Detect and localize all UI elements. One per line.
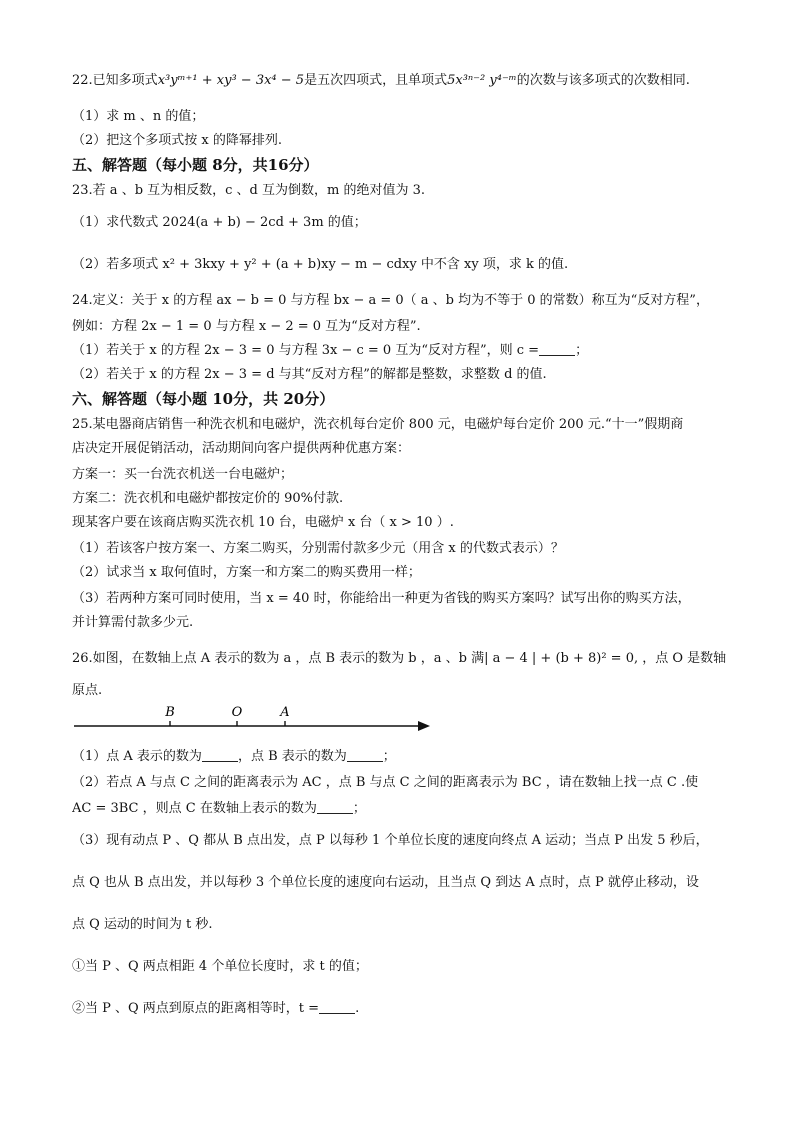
q26-sub3-cont1: 点 Q 也从 B 点出发，并以每秒 3 个单位长度的速度向右运动，且当点 Q 到达 A 点时，点 P 就停止移动，设 bbox=[72, 875, 699, 890]
q26-sub2: （2）若点 A 与点 C 之间的距离表示为 AC ，点 B 与点 C 之间的距离表示为 BC ，请在数轴上找一点 C .使 bbox=[72, 775, 699, 790]
q26-stem-cont: 原点. bbox=[72, 683, 103, 698]
q22-sub1: （1）求 m 、n 的值； bbox=[72, 109, 205, 124]
q22-post: 的次数与该多项式的次数相同. bbox=[516, 73, 690, 88]
q25-plan1: 方案一：买一台洗衣机送一台电磁炉； bbox=[72, 467, 294, 482]
label-b: B bbox=[165, 705, 175, 720]
answer-blank bbox=[319, 1001, 355, 1014]
q25-sub3-cont: 并计算需付款多少元. bbox=[72, 615, 194, 630]
q24-sub1 bbox=[72, 342, 732, 360]
q26-sub3-part2 bbox=[72, 1000, 732, 1018]
q24-sub1-text: （1）若关于 x 的方程 2x − 3 = 0 与方程 3x − c = 0 互为“反对方程”，则 c = bbox=[72, 343, 540, 358]
q26-sub3-part1: ①当 P 、Q 两点相距 4 个单位长度时，求 t 的值； bbox=[72, 959, 368, 974]
label-o: O bbox=[231, 705, 243, 720]
q26-sub3-part2-text: ②当 P 、Q 两点到原点的距离相等时，t = bbox=[72, 1001, 320, 1016]
answer-blank bbox=[317, 801, 353, 814]
q25-sub3: （3）若两种方案可同时使用，当 x = 40 时，你能给出一种更为省钱的购买方案吗？试写出你的购买方法， bbox=[72, 591, 691, 606]
section-6-heading: 六、解答题（每小题 10分，共 20分） bbox=[72, 390, 335, 408]
q22-monomial: 5x³ⁿ⁻² y⁴⁻ᵐ bbox=[447, 73, 517, 88]
arrow-right-icon bbox=[418, 721, 430, 731]
q24-definition: 24.定义：关于 x 的方程 ax − b = 0 与方程 bx − a = 0（ a 、b 均为不等于 0 的常数）称互为“反对方程”， bbox=[72, 293, 709, 308]
q23-sub1: （1）求代数式 2024(a + b) − 2cd + 3m 的值； bbox=[72, 215, 367, 230]
q24-sub2: （2）若关于 x 的方程 2x − 3 = d 与其“反对方程”的解都是整数，求整数 d 的值. bbox=[72, 367, 547, 382]
q23-sub2: （2）若多项式 x² + 3kxy + y² + (a + b)xy − m − cdxy 中不含 xy 项，求 k 的值. bbox=[72, 257, 569, 272]
label-a: A bbox=[280, 705, 290, 720]
q26-sub3: （3）现有动点 P 、Q 都从 B 点出发，点 P 以每秒 1 个单位长度的速度向终点 A 运动；当点 P 出发 5 秒后， bbox=[72, 833, 709, 848]
q22-sub2: （2）把这个多项式按 x 的降幂排列. bbox=[72, 133, 282, 148]
q26-sub1-a: （1）点 A 表示的数为 bbox=[72, 749, 202, 764]
q26-sub2-cont bbox=[72, 800, 732, 818]
answer-blank bbox=[539, 343, 575, 356]
q26-stem: 26.如图，在数轴上点 A 表示的数为 a ，点 B 表示的数为 b ，a 、b 满| a − 4 | + (b + 8)² = 0, ，点 O 是数轴 bbox=[72, 651, 727, 666]
q25-sub1: （1）若该客户按方案一、方案二购买，分别需付款多少元（用含 x 的代数式表示）？ bbox=[72, 541, 564, 556]
q22-pre: 22.已知多项式 bbox=[72, 73, 158, 88]
q26-sub1 bbox=[72, 748, 732, 766]
q23-stem: 23.若 a 、b 互为相反数，c 、d 互为倒数，m 的绝对值为 3. bbox=[72, 183, 426, 198]
q25-line1: 25.某电器商店销售一种洗衣机和电磁炉，洗衣机每台定价 800 元，电磁炉每台定价 200 元.“十一”假期商 bbox=[72, 417, 684, 432]
q24-sub1-end: ； bbox=[575, 343, 589, 358]
q26-sub3-cont2: 点 Q 运动的时间为 t 秒. bbox=[72, 917, 213, 932]
q25-plan2: 方案二：洗衣机和电磁炉都按定价的 90%付款. bbox=[72, 491, 344, 506]
q22-stem bbox=[72, 72, 732, 90]
q25-line2: 店决定开展促销活动，活动期间向客户提供两种优惠方案： bbox=[72, 441, 411, 456]
answer-blank bbox=[202, 749, 238, 762]
q26-sub1-c: ； bbox=[382, 749, 396, 764]
section-5-heading: 五、解答题（每小题 8分，共16分） bbox=[72, 156, 319, 174]
q26-sub2-b: AC = 3BC ，则点 C 在数轴上表示的数为 bbox=[72, 801, 317, 816]
q22-mid: 是五次四项式，且单项式 bbox=[304, 73, 448, 88]
q26-sub2-c: ； bbox=[352, 801, 366, 816]
answer-blank bbox=[347, 749, 383, 762]
q25-sub2: （2）试求当 x 取何值时，方案一和方案二的购买费用一样； bbox=[72, 565, 421, 580]
q24-example: 例如：方程 2x − 1 = 0 与方程 x − 2 = 0 互为“反对方程”. bbox=[72, 319, 421, 334]
q22-polynomial: x³yᵐ⁺¹ + xy³ − 3x⁴ − 5 bbox=[157, 73, 305, 88]
q26-sub3-part2-end: . bbox=[355, 1001, 360, 1016]
q25-line5: 现某客户要在该商店购买洗衣机 10 台，电磁炉 x 台（ x > 10 ）. bbox=[72, 515, 454, 530]
q26-sub1-b: ，点 B 表示的数为 bbox=[237, 749, 347, 764]
number-line-figure bbox=[72, 700, 432, 740]
